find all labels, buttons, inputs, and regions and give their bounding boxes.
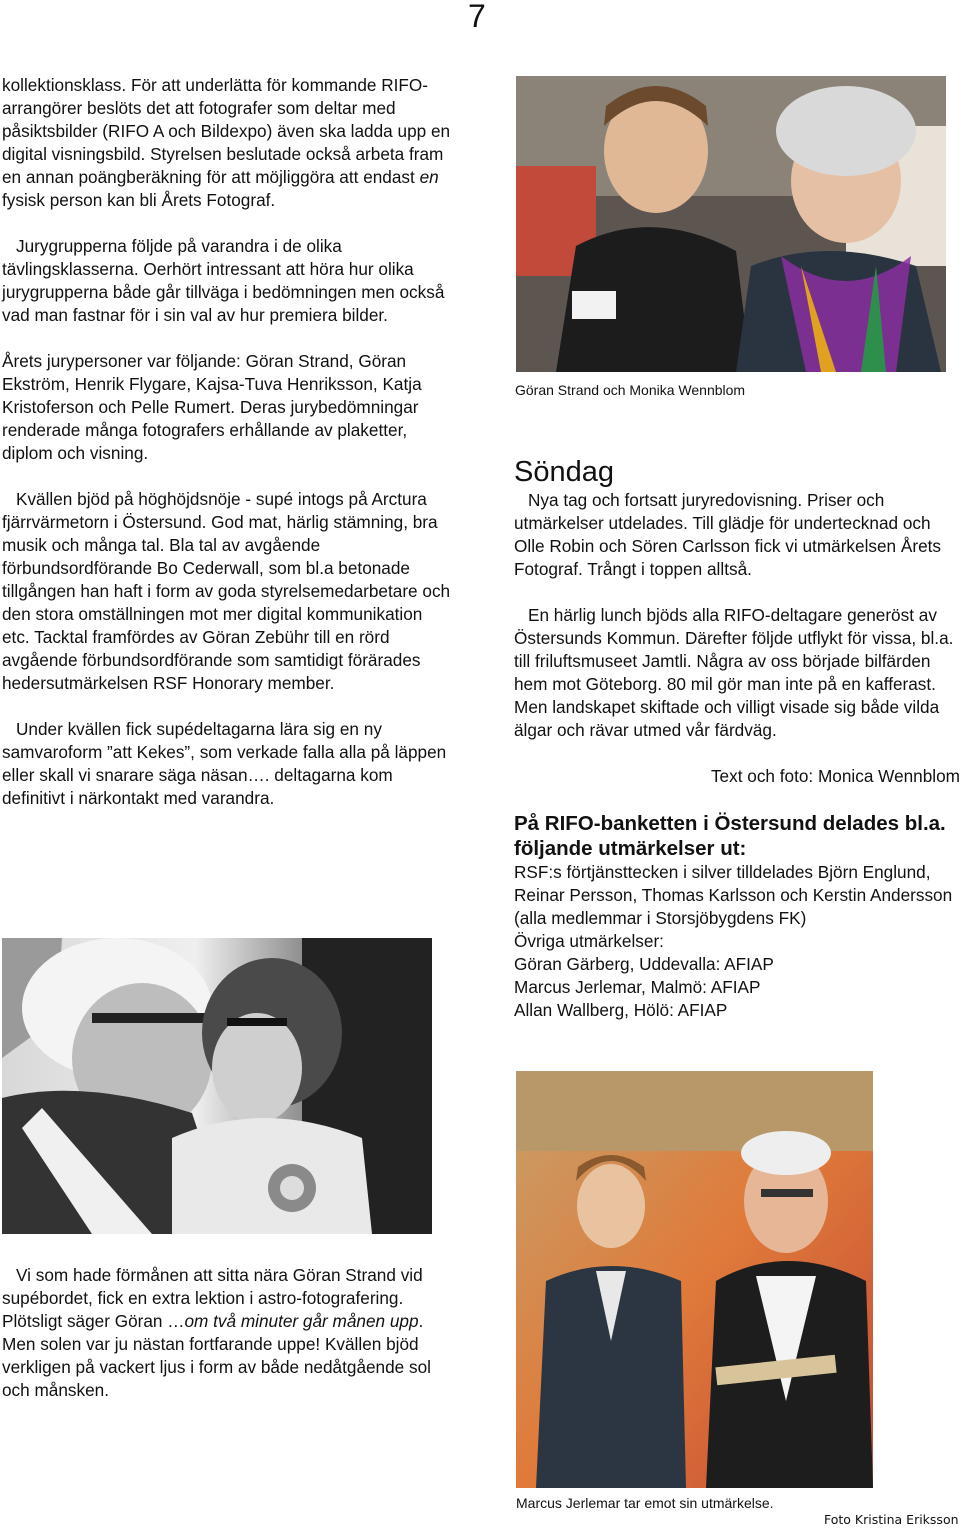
photo-strand-wennblom	[516, 76, 946, 372]
byline: Text och foto: Monica Wennblom	[710, 766, 960, 786]
paragraph-lunch: En härlig lunch bjöds alla RIFO-deltagare generöst av Östersunds Kommun. Därefter följde utflykt för vissa, bl.a. till friluftsmuseet Jamtli. Några av oss började bilfärden hem mot Göteborg. 80 mil gör man inte på en kafferast. Men landskapet skiftade och villigt visade sig både vilda älgar och rävar utmed vår färdväg.	[514, 605, 954, 740]
left-column-bottom	[2, 1264, 452, 1402]
heading-rifo-banquet: På RIFO-banketten i Östersund delades bl.a. följande utmärkelser ut:	[514, 812, 946, 860]
left-column	[2, 74, 452, 810]
paragraph-astro: Vi som hade förmånen att sitta nära Göran Strand vid supébordet, fick en extra lektion i astro-fotografering. Plötsligt säger Göran …om två minuter går månen upp. Men solen var ju nästan fortfarande uppe! Kvällen bjöd verkligen på vackert ljus i form av både nedåtgående sol och månsken.	[2, 1265, 431, 1400]
award-item: Marcus Jerlemar, Malmö: AFIAP	[514, 977, 761, 997]
photo-caption-strand: Göran Strand och Monika Wennblom	[515, 382, 746, 398]
award-item: Göran Gärberg, Uddevalla: AFIAP	[514, 954, 774, 974]
paragraph-jury-persons: Årets jurypersoner var följande: Göran Strand, Göran Ekström, Henrik Flygare, Kajsa-Tuva Henriksson, Katja Kristoferson och Pelle Rumert. Deras jurybedömningar renderade många fotografers erhållande av plaketter, diplom och visning.	[2, 351, 422, 463]
paragraph-kekes: Under kvällen fick supédeltagarna lära sig en ny samvaroform ”att Kekes”, som verkade falla alla på läppen eller skall vi snarare säga näsan…. deltagarna kom definitivt i närkontakt med varandra.	[2, 719, 447, 808]
other-awards-label: Övriga utmärkelser:	[514, 931, 664, 951]
page-number: 7	[468, 0, 486, 34]
paragraph-kollektion: kollektionsklass. För att underlätta för kommande RIFO-arrangörer beslöts det att fotografer som deltar med påsiktsbilder (RIFO A och Bildexpo) även ska ladda upp en digital visningsbild. Styrelsen beslutade också arbeta fram en annan poängberäkning för att möjliggöra att endast en fysisk person kan bli Årets Fotograf.	[2, 75, 451, 210]
photo-kekes-couple	[2, 938, 432, 1234]
photo-credit: Foto Kristina Eriksson	[824, 1512, 959, 1527]
right-column	[514, 455, 960, 1022]
paragraph-jury-groups: Jurygrupperna följde på varandra i de olika tävlingsklasserna. Oerhört intressant att höra hur olika jurygrupperna både går tillväga i bedömningen men också vad man fastnar för i sin val av hur premiera bilder.	[2, 236, 445, 325]
photo-caption-jerlemar: Marcus Jerlemar tar emot sin utmärkelse.	[516, 1495, 774, 1511]
paragraph-evening: Kvällen bjöd på höghöjdsnöje - supé intogs på Arctura fjärrvärmetorn i Östersund. God mat, härlig stämning, bra musik och många tal. Bla tal av avgående förbundsordförande Bo Cederwall, som bl.a betonade tillgången han haft i form av goda styrelsemedarbetare och den stora omställningen mot mer digital kommunikation etc. Tacktal framfördes av Göran Zebühr till en rörd avgående förbundsordförande som samtidigt förärades hedersutmärkelsen RSF Honorary member.	[2, 489, 451, 693]
photo-jerlemar-award	[516, 1071, 873, 1488]
heading-sondag: Söndag	[514, 456, 614, 488]
paragraph-silver-badge: RSF:s förtjänsttecken i silver tilldelades Björn Englund, Reinar Persson, Thomas Karlsson och Kerstin Andersson (alla medlemmar i Storsjöbygdens FK)	[514, 862, 953, 928]
paragraph-sunday: Nya tag och fortsatt juryredovisning. Priser och utmärkelser utdelades. Till glädje för undertecknad och Olle Robin och Sören Carlsson fick vi utmärkelsen Årets Fotograf. Trångt i toppen alltså.	[514, 490, 941, 579]
award-item: Allan Wallberg, Hölö: AFIAP	[514, 1000, 728, 1020]
